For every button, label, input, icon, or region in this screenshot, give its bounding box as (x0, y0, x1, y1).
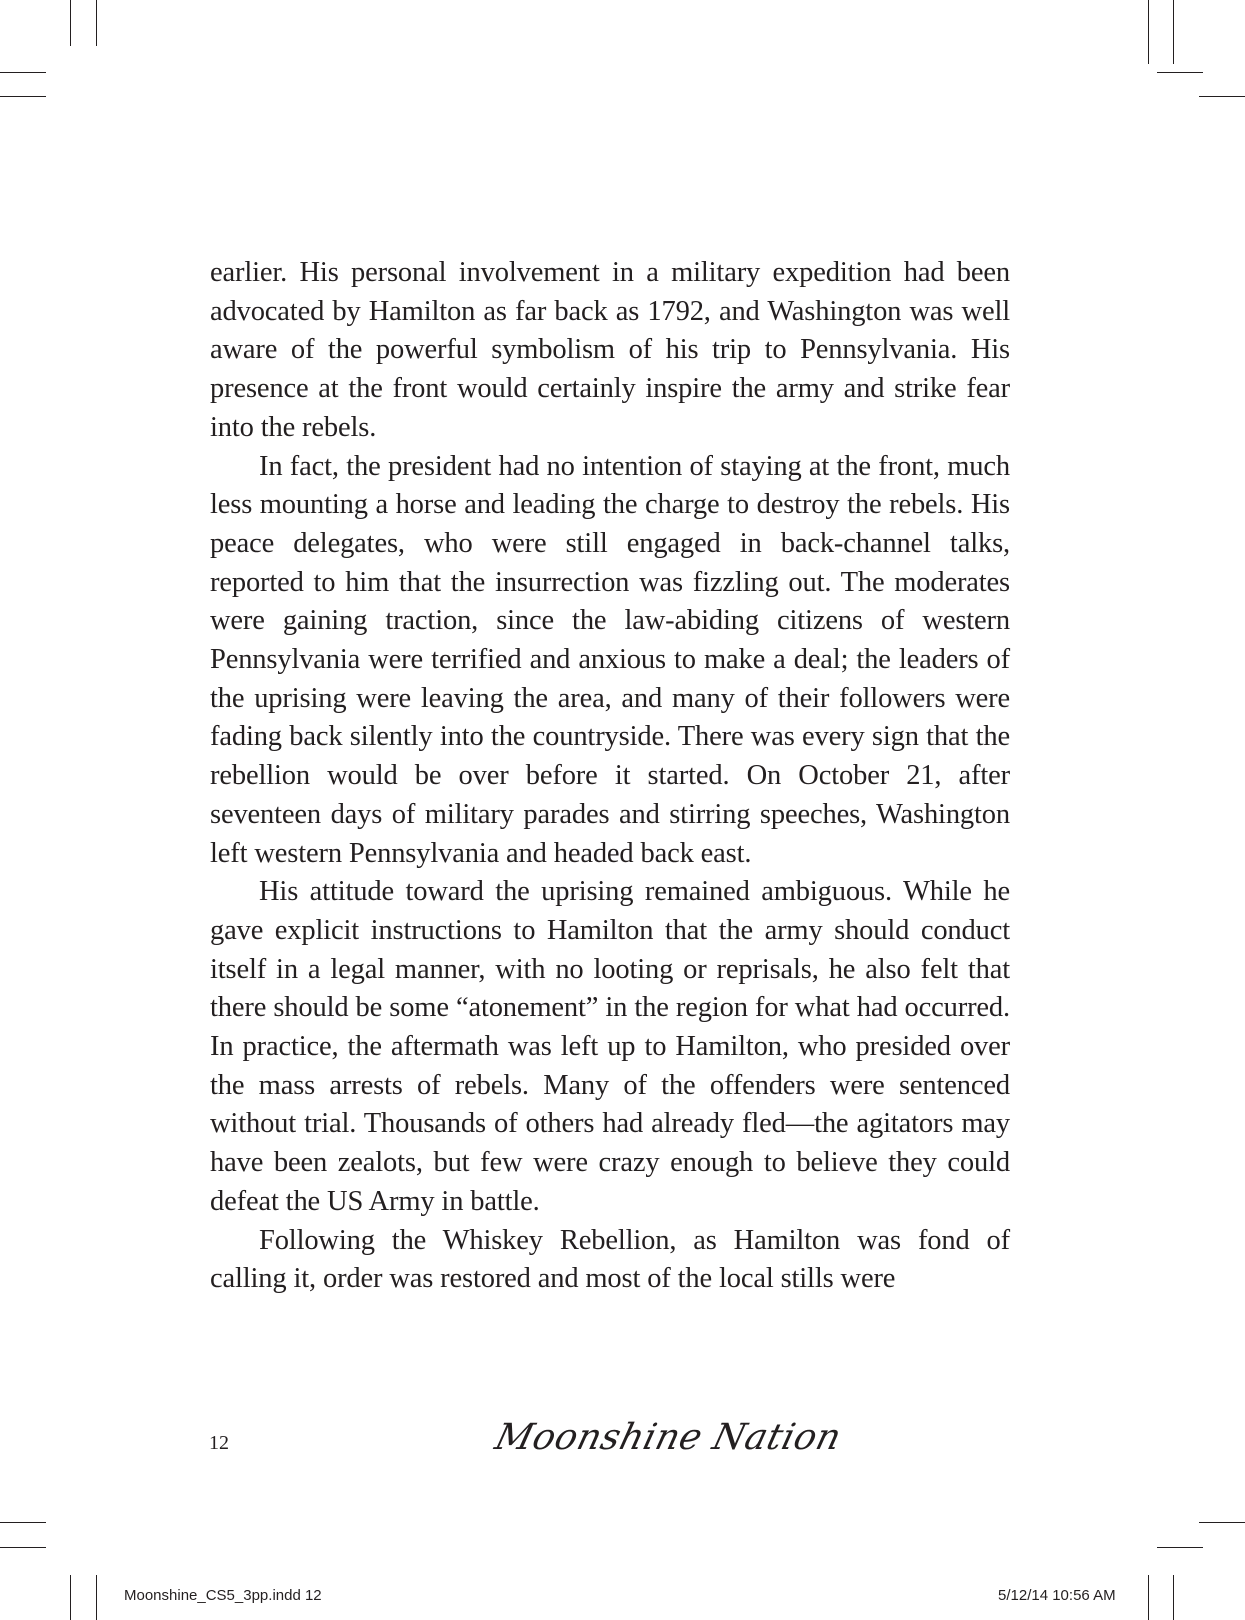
crop-mark (0, 1547, 46, 1548)
running-head-book-title: Moonshine Nation (491, 1417, 846, 1458)
crop-mark (0, 72, 46, 73)
crop-mark (0, 1522, 46, 1523)
crop-mark (1148, 1575, 1149, 1620)
crop-mark (1173, 0, 1174, 64)
body-text (210, 254, 1010, 1299)
crop-mark (96, 1575, 97, 1620)
slug-timestamp: 5/12/14 10:56 AM (998, 1587, 1116, 1604)
paragraph: Following the Whiskey Rebellion, as Hamilton was fond of calling it, order was restored and most of the local stills were (210, 1224, 1010, 1295)
paragraph: earlier. His personal involvement in a military expedition had been advocated by Hamilton as far back as 1792, and Washington was well aware of the powerful symbolism of his trip to Pennsylvania. His presence at the front would certainly inspire the army and strike fear into the rebels. (210, 257, 1010, 443)
crop-mark (1199, 1522, 1245, 1523)
crop-mark (1148, 0, 1149, 64)
paragraph: In fact, the president had no intention of staying at the front, much less mounting a horse and leading the charge to destroy the rebels. His peace delegates, who were still engaged in back-channel talks, reported to him that the insurrection was fizzling out. The moderates were gaining traction, since the law-abiding citizens of western Pennsylvania were terrified and anxious to make a deal; the leaders of the uprising were leaving the area, and many of their followers were fading back silently into the countryside. There was every sign that the rebellion would be over before it started. On October 21, after seventeen days of military parades and stirring speeches, Washington left western Pennsylvania and headed back east. (210, 450, 1010, 869)
crop-mark (1157, 1547, 1203, 1548)
crop-mark (1173, 1575, 1174, 1620)
crop-mark (96, 0, 97, 46)
crop-mark (70, 1575, 71, 1620)
crop-mark (1199, 96, 1245, 97)
slug-file-info: Moonshine_CS5_3pp.indd 12 (124, 1587, 322, 1604)
crop-mark (0, 96, 46, 97)
page-number: 12 (209, 1432, 229, 1454)
crop-mark (70, 0, 71, 46)
crop-mark (1157, 72, 1203, 73)
paragraph: His attitude toward the uprising remained ambiguous. While he gave explicit instructions to Hamilton that the army should conduct itself in a legal manner, with no looting or reprisals, he also felt that there should be some “atonement” in the region for what had occurred. In practice, the aftermath was left up to Hamilton, who presided over the mass arrests of rebels. Many of the offenders were sentenced without trial. Thousands of others had already fled—the agitators may have been zealots, but few were crazy enough to believe they could defeat the US Army in battle. (210, 876, 1010, 1217)
